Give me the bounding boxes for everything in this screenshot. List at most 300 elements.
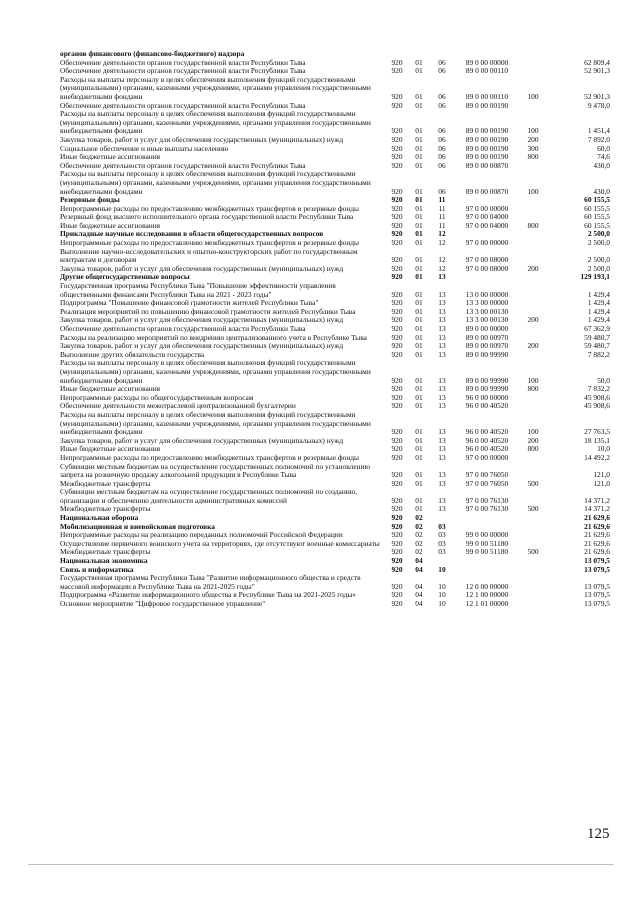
row-subsection-code: 13 bbox=[438, 444, 446, 454]
row-expense-type: 100 bbox=[527, 375, 539, 385]
row-subsection-code: 13 bbox=[438, 324, 446, 333]
row-name: Обеспечение деятельности межотраслевой централизованной бухгалтерии bbox=[60, 401, 296, 411]
row-target-article: 89 0 00 00110 bbox=[465, 91, 509, 101]
row-gov-code: 920 bbox=[391, 444, 403, 454]
table-row bbox=[60, 248, 610, 265]
row-target-article: 13 0 00 00000 bbox=[465, 289, 509, 299]
row-gov-code: 920 bbox=[391, 66, 403, 76]
row-target-article: 12 1 01 00000 bbox=[465, 599, 509, 608]
row-gov-code: 920 bbox=[391, 530, 403, 540]
table-row bbox=[60, 505, 610, 514]
row-gov-code: 920 bbox=[391, 547, 403, 557]
row-name: Расходы на выплаты персоналу в целях обеспечения выполнения функций государственными (муниципальными) органами, казенными учреждениями, органами управления государственными внебюджетными фондами bbox=[60, 358, 371, 385]
row-target-article: 96 0 00 40520 bbox=[465, 444, 509, 454]
row-section-code: 02 bbox=[415, 513, 423, 523]
row-section-code: 04 bbox=[415, 556, 423, 566]
row-gov-code: 920 bbox=[391, 195, 403, 205]
row-subsection-code: 11 bbox=[438, 220, 446, 230]
row-expense-type bbox=[520, 273, 546, 282]
row-name: Закупка товаров, работ и услуг для обеспечения государственных (муниципальных) нужд bbox=[60, 435, 344, 445]
row-gov-code: 920 bbox=[391, 134, 403, 144]
row-amount: 2 500,0 bbox=[587, 238, 610, 248]
row-expense-type bbox=[520, 600, 546, 609]
row-subsection-code: 11 bbox=[438, 212, 446, 222]
row-subsection-code: 06 bbox=[438, 160, 446, 170]
row-amount: 1 451,4 bbox=[587, 126, 610, 136]
row-section-code: 01 bbox=[415, 160, 423, 170]
row-amount: 14 492,2 bbox=[584, 452, 610, 462]
row-amount: 50,0 bbox=[597, 375, 610, 385]
row-expense-type bbox=[520, 514, 546, 523]
row-target-article: 97 0 00 76130 bbox=[465, 495, 509, 505]
row-name: Социальное обеспечение и иные выплаты населению bbox=[60, 143, 229, 153]
row-section-code: 01 bbox=[415, 375, 423, 385]
row-section-code: 01 bbox=[415, 203, 423, 213]
row-section-code: 01 bbox=[415, 427, 423, 437]
row-target-article: 99 0 00 00000 bbox=[465, 530, 509, 540]
row-amount: 1 429,4 bbox=[587, 315, 610, 325]
row-gov-code: 920 bbox=[391, 538, 403, 548]
row-subsection-code: 06 bbox=[438, 126, 446, 136]
row-subsection-code: 13 bbox=[438, 332, 446, 342]
row-name: Связь и информатика bbox=[60, 564, 134, 574]
row-amount: 59 480,7 bbox=[584, 332, 610, 342]
row-section-code: 01 bbox=[415, 392, 423, 402]
row-subsection-code: 13 bbox=[438, 306, 446, 316]
row-expense-type: 300 bbox=[527, 143, 539, 153]
table-row bbox=[60, 76, 610, 102]
row-gov-code: 920 bbox=[391, 427, 403, 437]
row-subsection-code: 06 bbox=[438, 134, 446, 144]
row-section-code: 02 bbox=[415, 530, 423, 540]
row-subsection-code: 12 bbox=[438, 255, 446, 265]
row-name: Непрограммные расходы на реализацию переданных полномочий Российской Федерации bbox=[60, 530, 343, 540]
row-section-code: 02 bbox=[415, 521, 423, 531]
row-name: Национальная экономика bbox=[60, 556, 148, 566]
row-name: Выполнение других обязательств государства bbox=[60, 349, 205, 359]
page-number: 125 bbox=[587, 826, 610, 842]
row-name: Межбюджетные трансферты bbox=[60, 547, 151, 557]
row-subsection-code: 06 bbox=[438, 152, 446, 162]
row-name: Государственная программа Республики Тыва "Развитие информационного общества и средств массовой информации в Республике Тыва на 2021-2025 годы" bbox=[60, 573, 361, 591]
row-target-article: 89 0 00 00000 bbox=[465, 57, 509, 67]
row-target-article: 89 0 00 00190 bbox=[465, 126, 509, 136]
row-gov-code: 920 bbox=[391, 384, 403, 394]
row-section-code: 04 bbox=[415, 581, 423, 591]
row-target-article bbox=[454, 566, 520, 575]
budget-table bbox=[60, 50, 610, 609]
row-name: Национальная оборона bbox=[60, 513, 139, 523]
row-expense-type bbox=[520, 351, 546, 360]
row-target-article: 89 0 00 00870 bbox=[465, 160, 509, 170]
row-name: Расходы на реализацию мероприятий по внедрению централизованного учета в Республике Тыва bbox=[60, 332, 367, 342]
row-section-code: 01 bbox=[415, 152, 423, 162]
row-amount: 9 478,0 bbox=[587, 100, 610, 110]
table-row bbox=[60, 600, 610, 609]
row-subsection-code: 13 bbox=[438, 341, 446, 351]
table-row bbox=[60, 463, 610, 480]
row-target-article: 97 0 00 00000 bbox=[465, 452, 509, 462]
row-gov-code: 920 bbox=[391, 272, 403, 282]
row-amount: 2 500,0 bbox=[587, 255, 610, 265]
row-section-code: 04 bbox=[415, 590, 423, 600]
table-row bbox=[60, 110, 610, 136]
row-subsection-code: 13 bbox=[438, 470, 446, 480]
row-target-article: 97 0 00 00000 bbox=[465, 238, 509, 248]
budget-table-body bbox=[60, 50, 610, 609]
row-target-article: 97 0 00 00000 bbox=[465, 203, 509, 213]
row-expense-type bbox=[520, 102, 546, 111]
row-section-code: 01 bbox=[415, 495, 423, 505]
row-expense-type bbox=[520, 325, 546, 334]
row-expense-type bbox=[520, 299, 546, 308]
row-section-code: 02 bbox=[415, 547, 423, 557]
row-name: Закупка товаров, работ и услуг для обеспечения государственных (муниципальных) нужд bbox=[60, 134, 344, 144]
row-amount: 1 429,4 bbox=[587, 289, 610, 299]
row-section-code: 04 bbox=[415, 564, 423, 574]
row-name: Иные бюджетные ассигнования bbox=[60, 220, 161, 230]
row-subsection-code: 06 bbox=[438, 66, 446, 76]
row-name: Расходы на выплаты персоналу в целях обеспечения выполнения функций государственными (муниципальными) органами, казенными учреждениями, органами управления государственными внебюджетными фондами bbox=[60, 169, 371, 196]
row-section-code: 01 bbox=[415, 341, 423, 351]
row-amount: 21 629,6 bbox=[584, 513, 610, 523]
row-amount: 14 371,2 bbox=[584, 495, 610, 505]
row-target-article: 97 0 00 04000 bbox=[465, 212, 509, 222]
row-amount: 10,0 bbox=[597, 444, 610, 454]
row-target-article: 99 0 00 51180 bbox=[465, 547, 509, 557]
row-gov-code: 920 bbox=[391, 255, 403, 265]
row-gov-code: 920 bbox=[391, 212, 403, 222]
row-gov-code: 920 bbox=[391, 470, 403, 480]
row-expense-type: 200 bbox=[527, 263, 539, 273]
row-subsection-code: 06 bbox=[438, 186, 446, 196]
row-section-code: 01 bbox=[415, 100, 423, 110]
row-amount: 430,0 bbox=[593, 186, 610, 196]
row-subsection-code: 13 bbox=[438, 349, 446, 359]
row-target-article: 89 0 00 00190 bbox=[465, 152, 509, 162]
row-gov-code: 920 bbox=[391, 263, 403, 273]
row-expense-type bbox=[520, 282, 546, 299]
row-section-code: 01 bbox=[415, 91, 423, 101]
row-expense-type: 500 bbox=[527, 504, 539, 514]
row-target-article: 89 0 00 00000 bbox=[465, 324, 509, 333]
table-row bbox=[60, 557, 610, 566]
row-gov-code: 920 bbox=[391, 229, 403, 239]
table-row bbox=[60, 574, 610, 591]
row-amount: 7 832,2 bbox=[587, 384, 610, 394]
row-amount: 67 362,9 bbox=[584, 324, 610, 333]
row-target-article: 97 0 00 08000 bbox=[465, 255, 509, 265]
row-subsection-code: 10 bbox=[438, 581, 446, 591]
row-expense-type: 100 bbox=[527, 427, 539, 437]
row-name: Реализация мероприятий по повышению финансовой грамотности жителей Республики Тыва bbox=[60, 306, 356, 316]
row-gov-code: 920 bbox=[391, 298, 403, 308]
row-amount: 21 629,6 bbox=[584, 521, 610, 531]
row-expense-type bbox=[520, 205, 546, 214]
row-name: Межбюджетные трансферты bbox=[60, 504, 151, 514]
row-target-article: 99 0 00 51180 bbox=[465, 538, 509, 548]
table-row bbox=[60, 488, 610, 505]
row-target-article: 12 0 00 00000 bbox=[465, 581, 509, 591]
row-section-code: 01 bbox=[415, 470, 423, 480]
row-amount: 121,0 bbox=[593, 470, 610, 480]
row-subsection-code: 06 bbox=[438, 143, 446, 153]
row-section-code: 01 bbox=[415, 435, 423, 445]
row-amount: 129 193,1 bbox=[580, 272, 610, 282]
row-expense-type bbox=[520, 248, 546, 265]
row-target-article: 13 3 00 00130 bbox=[465, 306, 509, 316]
row-expense-type bbox=[520, 50, 546, 59]
row-subsection-code: 13 bbox=[438, 384, 446, 394]
row-subsection-code: 13 bbox=[438, 435, 446, 445]
row-subsection-code: 13 bbox=[438, 315, 446, 325]
row-gov-code: 920 bbox=[391, 126, 403, 136]
row-target-article: 89 0 00 00110 bbox=[465, 66, 509, 76]
row-name: Иные бюджетные ассигнования bbox=[60, 384, 161, 394]
row-target-article: 13 3 00 00000 bbox=[465, 298, 509, 308]
row-section-code: 01 bbox=[415, 478, 423, 488]
row-amount: 13 079,5 bbox=[584, 599, 610, 608]
row-target-article: 96 0 00 00000 bbox=[465, 392, 509, 402]
row-subsection-code: 06 bbox=[438, 57, 446, 67]
row-name: Подпрограмма "Повышение финансовой грамотности жителей Республики Тыва" bbox=[60, 298, 319, 308]
row-expense-type: 800 bbox=[527, 444, 539, 454]
row-expense-type bbox=[520, 531, 546, 540]
row-name: Иные бюджетные ассигнования bbox=[60, 152, 161, 162]
row-section-code: 01 bbox=[415, 126, 423, 136]
row-name: Государственная программа Республики Тыва "Повышение эффективности управления общественными финансами Республики Тыва на 2021 - 2023 годы" bbox=[60, 281, 336, 299]
row-name: Осуществление первичного воинского учета на территориях, где отсутствуют военные комиссариаты bbox=[60, 538, 380, 548]
row-expense-type bbox=[520, 196, 546, 205]
row-amount: 74,6 bbox=[597, 152, 610, 162]
row-amount: 45 908,6 bbox=[584, 392, 610, 402]
row-expense-type: 100 bbox=[527, 126, 539, 136]
row-expense-type bbox=[520, 557, 546, 566]
row-gov-code: 920 bbox=[391, 57, 403, 67]
row-subsection-code: 06 bbox=[438, 100, 446, 110]
row-amount: 27 763,5 bbox=[584, 427, 610, 437]
row-subsection-code: 13 bbox=[438, 504, 446, 514]
row-amount: 1 429,4 bbox=[587, 298, 610, 308]
row-target-article: 97 0 00 76050 bbox=[465, 470, 509, 480]
row-name: Непрограммные расходы по предоставлению межбюджетных трансфертов и резервные фонды bbox=[60, 452, 360, 462]
row-subsection-code: 03 bbox=[438, 547, 446, 557]
row-target-article: 89 0 00 99990 bbox=[465, 349, 509, 359]
row-amount: 430,0 bbox=[593, 160, 610, 170]
row-target-article: 13 3 00 00130 bbox=[465, 315, 509, 325]
row-gov-code: 920 bbox=[391, 289, 403, 299]
row-target-article: 89 0 00 00870 bbox=[465, 186, 509, 196]
row-expense-type bbox=[520, 454, 546, 463]
row-name: Резервные фонды bbox=[60, 195, 120, 205]
row-gov-code: 920 bbox=[391, 452, 403, 462]
row-section-code: 01 bbox=[415, 220, 423, 230]
row-section-code: 01 bbox=[415, 57, 423, 67]
row-name: Прикладные научные исследования в области общегосударственных вопросов bbox=[60, 229, 324, 239]
row-name: Непрограммные расходы по общегосударственным вопросам bbox=[60, 392, 254, 402]
row-subsection-code: 13 bbox=[438, 495, 446, 505]
row-gov-code: 920 bbox=[391, 435, 403, 445]
row-gov-code: 920 bbox=[391, 91, 403, 101]
row-subsection-code: 12 bbox=[438, 238, 446, 248]
row-section-code: 01 bbox=[415, 143, 423, 153]
row-name: Обеспечение деятельности органов государственной власти Республики Тыва bbox=[60, 66, 306, 76]
row-gov-code: 920 bbox=[391, 324, 403, 333]
row-amount: 7 892,0 bbox=[587, 134, 610, 144]
row-subsection-code: 10 bbox=[438, 564, 446, 574]
row-gov-code: 920 bbox=[391, 341, 403, 351]
row-amount: 59 480,7 bbox=[584, 341, 610, 351]
row-section-code: 01 bbox=[415, 195, 423, 205]
row-amount: 14 371,2 bbox=[584, 504, 610, 514]
row-amount: 21 629,6 bbox=[584, 530, 610, 540]
row-expense-type: 800 bbox=[527, 152, 539, 162]
row-gov-code: 920 bbox=[391, 238, 403, 248]
row-amount: 13 079,5 bbox=[584, 590, 610, 600]
row-gov-code: 920 bbox=[391, 564, 403, 574]
row-amount: 60 155,5 bbox=[584, 203, 610, 213]
row-name: Межбюджетные трансферты bbox=[60, 478, 151, 488]
row-name: Расходы на выплаты персоналу в целях обеспечения выполнения функций государственными (муниципальными) органами, казенными учреждениями, органами управления государственными внебюджетными фондами bbox=[60, 109, 371, 136]
table-row bbox=[60, 359, 610, 385]
row-target-article: 89 0 00 00190 bbox=[465, 134, 509, 144]
row-section-code: 01 bbox=[415, 332, 423, 342]
row-section-code: 04 bbox=[415, 599, 423, 608]
row-section-code: 01 bbox=[415, 444, 423, 454]
row-expense-type bbox=[520, 230, 546, 239]
row-name: Основное мероприятие "Цифровое государственное управление" bbox=[60, 599, 266, 608]
row-gov-code: 920 bbox=[391, 186, 403, 196]
table-row bbox=[60, 411, 610, 437]
row-gov-code: 920 bbox=[391, 556, 403, 566]
row-name: Другие общегосударственные вопросы bbox=[60, 272, 190, 282]
row-gov-code: 920 bbox=[391, 513, 403, 523]
row-section-code: 01 bbox=[415, 504, 423, 514]
row-gov-code: 920 bbox=[391, 375, 403, 385]
row-subsection-code: 03 bbox=[438, 538, 446, 548]
row-name: Непрограммные расходы по предоставлению межбюджетных трансфертов и резервные фонды bbox=[60, 203, 360, 213]
row-gov-code: 920 bbox=[391, 203, 403, 213]
table-row bbox=[60, 170, 610, 196]
row-target-article bbox=[454, 273, 520, 282]
row-name: Непрограммные расходы по предоставлению межбюджетных трансфертов и резервные фонды bbox=[60, 238, 360, 248]
row-amount: 60 155,5 bbox=[584, 220, 610, 230]
row-expense-type: 200 bbox=[527, 315, 539, 325]
row-amount: 121,0 bbox=[593, 478, 610, 488]
row-name: Субвенции местным бюджетам на осуществление государственных полномочий по созданию, организации и обеспечению деятельности административных комиссий bbox=[60, 487, 358, 505]
row-section-code: 01 bbox=[415, 289, 423, 299]
row-subsection-code: 13 bbox=[438, 289, 446, 299]
row-expense-type: 200 bbox=[527, 134, 539, 144]
row-gov-code: 920 bbox=[391, 504, 403, 514]
row-subsection-code: 13 bbox=[438, 272, 446, 282]
row-amount: 21 629,6 bbox=[584, 538, 610, 548]
row-gov-code: 920 bbox=[391, 315, 403, 325]
row-gov-code: 920 bbox=[391, 590, 403, 600]
row-target-article: 89 0 00 00190 bbox=[465, 143, 509, 153]
row-subsection-code: 10 bbox=[438, 599, 446, 608]
row-amount: 60,0 bbox=[597, 143, 610, 153]
row-expense-type: 500 bbox=[527, 547, 539, 557]
row-name: Закупка товаров, работ и услуг для обеспечения государственных (муниципальных) нужд bbox=[60, 263, 344, 273]
row-gov-code: 920 bbox=[391, 306, 403, 316]
row-gov-code: 920 bbox=[391, 152, 403, 162]
row-amount: 2 500,0 bbox=[587, 229, 610, 239]
row-section-code: 01 bbox=[415, 384, 423, 394]
row-gov-code: 920 bbox=[391, 401, 403, 411]
row-section-code: 01 bbox=[415, 229, 423, 239]
row-subsection-code: 10 bbox=[438, 590, 446, 600]
row-gov-code: 920 bbox=[391, 143, 403, 153]
budget-table-sheet bbox=[60, 49, 610, 609]
row-expense-type bbox=[520, 488, 546, 505]
row-target-article: 96 0 00 40520 bbox=[465, 427, 509, 437]
row-subsection-code: 13 bbox=[438, 392, 446, 402]
row-gov-code: 920 bbox=[391, 599, 403, 608]
row-amount: 7 882,2 bbox=[587, 349, 610, 359]
row-name: Расходы на выплаты персоналу в целях обеспечения выполнения функций государственными (муниципальными) органами, казенными учреждениями, органами управления государственными внебюджетными фондами bbox=[60, 74, 371, 101]
row-gov-code: 920 bbox=[391, 349, 403, 359]
row-target-article: 89 0 00 00190 bbox=[465, 100, 509, 110]
row-gov-code: 920 bbox=[391, 495, 403, 505]
row-subsection-code: 12 bbox=[438, 263, 446, 273]
row-target-article: 97 0 00 76050 bbox=[465, 478, 509, 488]
row-expense-type bbox=[520, 59, 546, 68]
row-name: Выполнение научно-исследовательских и опытно-конструкторских работ по государственным контрактам и договорам bbox=[60, 246, 358, 265]
row-target-article: 12 1 00 00000 bbox=[465, 590, 509, 600]
row-section-code: 01 bbox=[415, 238, 423, 248]
row-section-code: 01 bbox=[415, 401, 423, 411]
row-target-article bbox=[454, 514, 520, 523]
row-target-article: 97 0 00 76130 bbox=[465, 504, 509, 514]
row-name: Обеспечение деятельности органов государственной власти Республики Тыва bbox=[60, 160, 306, 170]
row-section-code: 01 bbox=[415, 134, 423, 144]
row-section-code: 01 bbox=[415, 452, 423, 462]
row-section-code: 01 bbox=[415, 298, 423, 308]
footer-divider bbox=[28, 864, 614, 865]
row-section-code: 01 bbox=[415, 324, 423, 333]
row-name: Субвенции местным бюджетам на осуществление государственных полномочий по установлению запрета на розничную продажу алкогольной продукции в Республике Тыва bbox=[60, 461, 371, 480]
row-section-code: 01 bbox=[415, 66, 423, 76]
row-expense-type bbox=[520, 566, 546, 575]
row-expense-type: 100 bbox=[527, 186, 539, 196]
row-amount: 60 155,5 bbox=[584, 212, 610, 222]
row-subsection-code: 13 bbox=[438, 427, 446, 437]
row-expense-type: 800 bbox=[527, 384, 539, 394]
row-gov-code: 920 bbox=[391, 392, 403, 402]
row-subsection-code: 12 bbox=[438, 229, 446, 239]
row-subsection-code: 13 bbox=[438, 375, 446, 385]
row-gov-code: 920 bbox=[391, 220, 403, 230]
row-amount: 21 629,6 bbox=[584, 547, 610, 557]
row-subsection-code: 11 bbox=[438, 195, 446, 205]
row-subsection-code: 06 bbox=[438, 91, 446, 101]
row-section-code: 01 bbox=[415, 263, 423, 273]
row-expense-type bbox=[520, 591, 546, 600]
row-subsection-code: 03 bbox=[438, 521, 446, 531]
table-row bbox=[60, 282, 610, 299]
row-name: Подпрограмма «Развитие информационного общества в Республике Тыва на 2021-2025 годы» bbox=[60, 590, 356, 600]
row-amount: 13 079,5 bbox=[584, 556, 610, 566]
row-gov-code: 920 bbox=[391, 332, 403, 342]
row-expense-type bbox=[520, 523, 546, 532]
row-section-code: 02 bbox=[415, 538, 423, 548]
row-subsection-code: 13 bbox=[438, 478, 446, 488]
row-target-article: 89 0 00 00970 bbox=[465, 332, 509, 342]
row-expense-type: 200 bbox=[527, 341, 539, 351]
row-expense-type: 500 bbox=[527, 478, 539, 488]
row-section-code: 01 bbox=[415, 349, 423, 359]
